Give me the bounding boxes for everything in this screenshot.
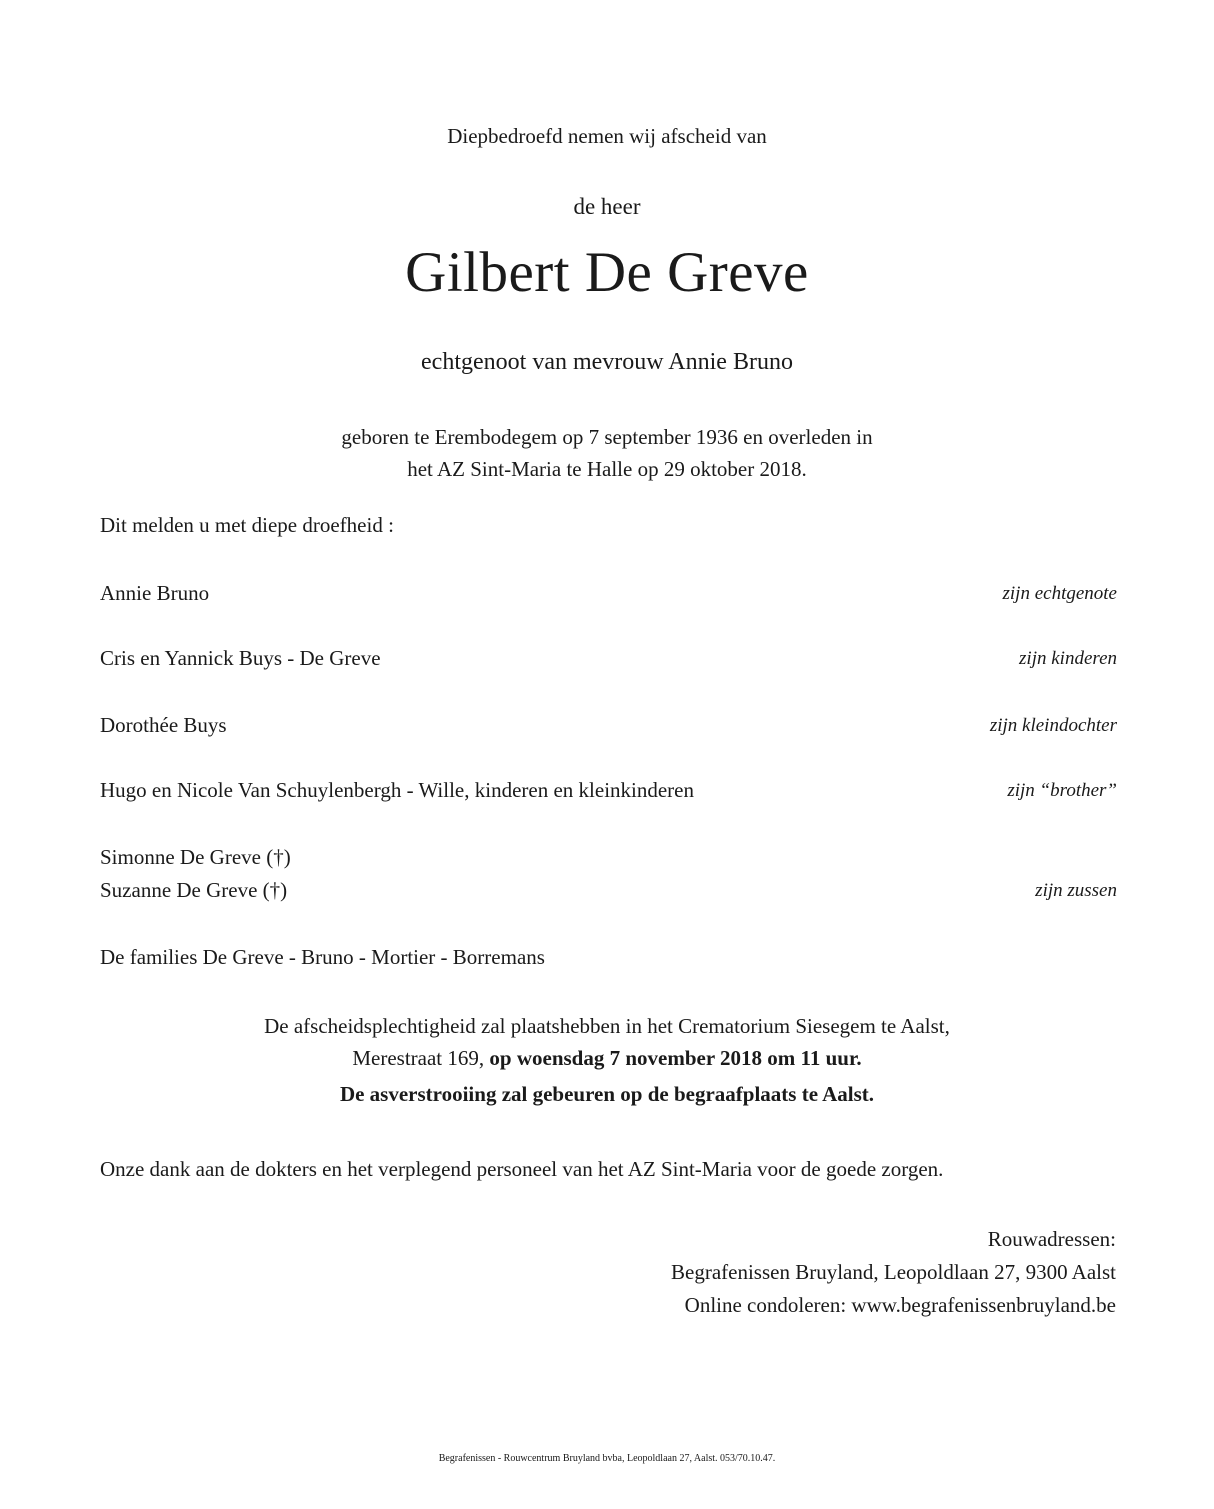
funeral-home-address: Begrafenissen Bruyland, Leopoldlaan 27, 9300 Aalst (671, 1260, 1116, 1284)
mourner-relation: zijn echtgenote (1002, 583, 1117, 604)
spouse-line: echtgenoot van mevrouw Annie Bruno (421, 349, 793, 375)
mourner-relation: zijn kleindochter (989, 715, 1117, 736)
mourner-row (100, 878, 1117, 910)
mourner-relation: zijn zussen (1035, 880, 1117, 901)
mourner-names: Dorothée Buys (100, 713, 227, 737)
addresses-heading: Rouwadressen: (987, 1227, 1116, 1251)
mourner-names: Simonne De Greve (†) (100, 845, 291, 869)
ash-scattering-note: De asverstrooiing zal gebeuren op de begraafplaats te Aalst. (339, 1082, 875, 1106)
mourner-row (100, 778, 1117, 810)
online-condolence-link[interactable]: Online condoleren: www.begrafenissenbruyland.be (684, 1293, 1116, 1317)
title-prefix: de heer (573, 194, 641, 219)
mourner-row (100, 646, 1117, 678)
ceremony-line-2 (0, 1042, 1214, 1074)
announce-text: Dit melden u met diepe droefheid : (100, 513, 394, 537)
mourner-names: Suzanne De Greve (†) (100, 878, 288, 902)
mourner-row (100, 713, 1117, 745)
ceremony-line-1: De afscheidsplechtigheid zal plaatshebben in het Crematorium Siesegem te Aalst, (264, 1014, 950, 1038)
ceremony-address: Merestraat 169, (352, 1046, 485, 1070)
mourner-row (100, 845, 1117, 877)
mourner-row (100, 945, 1117, 977)
birth-death-info (0, 421, 1214, 485)
birth-death-line-2: het AZ Sint-Maria te Halle op 29 oktober 2018. (407, 457, 807, 481)
mourner-row (100, 581, 1117, 613)
mourner-names: Hugo en Nicole Van Schuylenbergh - Wille, kinderen en kleinkinderen (100, 778, 694, 802)
condolence-addresses (671, 1223, 1116, 1322)
mourner-names: Cris en Yannick Buys - De Greve (100, 646, 381, 670)
intro-text: Diepbedroefd nemen wij afscheid van (447, 124, 767, 148)
thanks-text: Onze dank aan de dokters en het verplegend personeel van het AZ Sint-Maria voor de goede zorgen. (100, 1157, 944, 1181)
mourner-names: De families De Greve - Bruno - Mortier - Borremans (100, 945, 545, 969)
ceremony-info (0, 1010, 1214, 1074)
mourner-relation: zijn “brother” (1007, 780, 1117, 801)
birth-death-line-1: geboren te Erembodegem op 7 september 1936 en overleden in (341, 425, 873, 449)
mourner-names: Annie Bruno (100, 581, 210, 605)
footer-imprint: Begrafenissen - Rouwcentrum Bruyland bvba, Leopoldlaan 27, Aalst. 053/70.10.47. (438, 1453, 776, 1464)
deceased-name: Gilbert De Greve (405, 241, 809, 304)
mourner-relation: zijn kinderen (1019, 648, 1117, 669)
ceremony-datetime: op woensdag 7 november 2018 om 11 uur. (489, 1046, 862, 1070)
